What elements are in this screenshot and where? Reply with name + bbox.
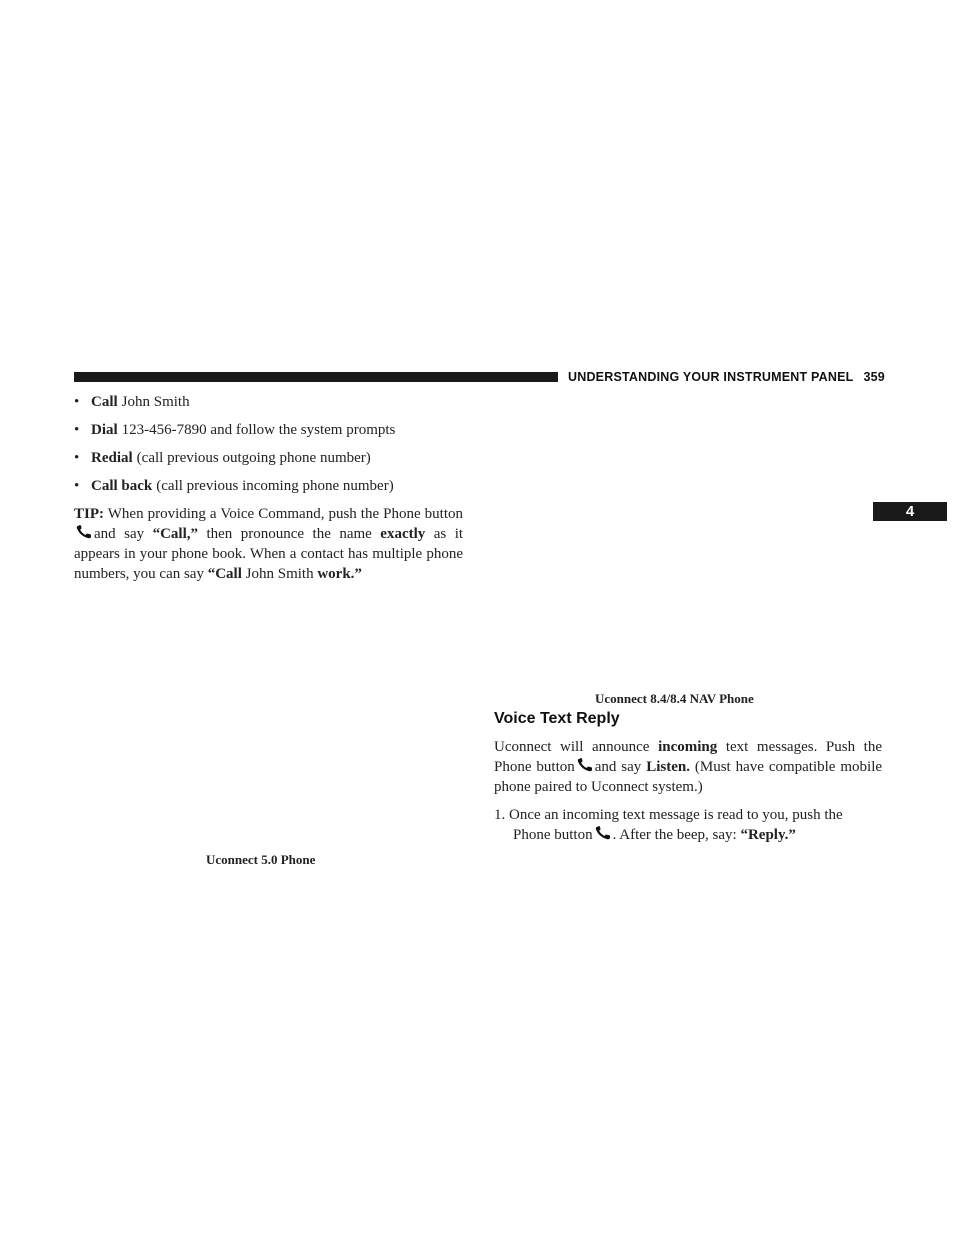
para-text: text messages. Push the Phone button (494, 739, 883, 775)
para-text: and say (594, 759, 642, 775)
para-text: (Must have compatible mobile phone paired to Uconnect system.) (494, 759, 883, 795)
command-text: 123-456-7890 and follow the system prompts (121, 422, 396, 438)
header-rule (74, 372, 558, 382)
phone-icon (577, 758, 593, 772)
step-text: . After the beep, say: (612, 827, 737, 843)
step-text: Once an incoming text message is read to you, push the (509, 807, 843, 823)
list-item (74, 420, 463, 440)
tip-text: as it appears in your phone book. When a contact has multiple phone numbers, you can say (74, 526, 464, 582)
command-keyword: Call back (91, 478, 153, 494)
page-number: 359 (863, 370, 885, 384)
tip-emphasis: “Call (207, 566, 242, 582)
tip-paragraph (74, 504, 463, 584)
phone-icon (76, 525, 92, 539)
tip-emphasis: exactly (380, 526, 426, 542)
section-heading: Voice Text Reply (494, 710, 620, 727)
phone-icon (595, 826, 611, 840)
tip-text: John Smith (245, 566, 314, 582)
step-number: 1. (494, 807, 506, 823)
command-text: John Smith (121, 394, 190, 410)
list-item (74, 476, 463, 496)
left-column (74, 392, 463, 584)
tip-text: then pronounce the name (206, 526, 372, 542)
running-header (568, 370, 885, 384)
command-keyword: Call (91, 394, 118, 410)
figure-caption-uconnect-5: Uconnect 5.0 Phone (206, 852, 316, 867)
bullet-icon: • (74, 478, 80, 494)
step-continuation (494, 825, 882, 845)
para-text: Uconnect will announce (494, 739, 650, 755)
numbered-step (494, 805, 882, 845)
section-title: UNDERSTANDING YOUR INSTRUMENT PANEL (568, 370, 854, 384)
bullet-icon: • (74, 422, 80, 438)
voice-text-paragraph (494, 737, 882, 797)
list-item (74, 392, 463, 412)
tip-emphasis: work.” (317, 566, 362, 582)
tip-text: and say (94, 526, 145, 542)
para-emphasis: incoming (658, 739, 718, 755)
bullet-icon: • (74, 450, 80, 466)
bullet-icon: • (74, 394, 80, 410)
tip-label: TIP: (74, 506, 104, 522)
command-keyword: Dial (91, 422, 118, 438)
tip-emphasis: “Call,” (152, 526, 199, 542)
chapter-tab: 4 (873, 502, 947, 521)
tip-text: When providing a Voice Command, push the Phone button (107, 506, 463, 522)
figure-caption-uconnect-8-4: Uconnect 8.4/8.4 NAV Phone (595, 691, 754, 706)
command-text: (call previous incoming phone number) (156, 478, 394, 494)
para-emphasis: Listen. (646, 759, 690, 775)
list-item (74, 448, 463, 468)
step-emphasis: “Reply.” (740, 827, 796, 843)
command-text: (call previous outgoing phone number) (136, 450, 371, 466)
command-keyword: Redial (91, 450, 133, 466)
right-column (494, 737, 882, 845)
step-text: Phone button (513, 827, 593, 843)
